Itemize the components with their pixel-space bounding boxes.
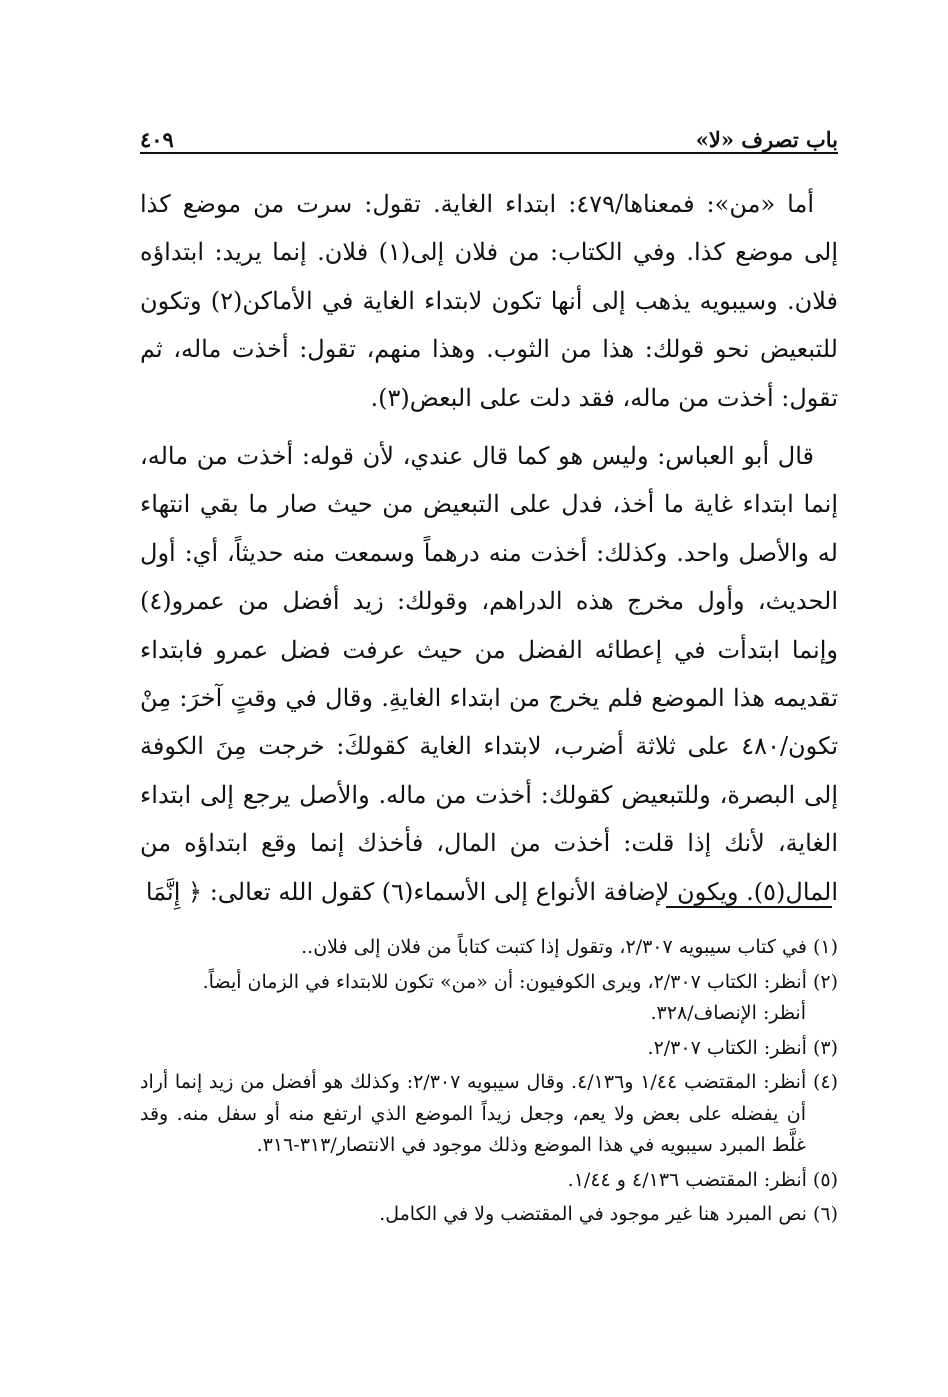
footnote-4: (٤) أنظر: المقتضب ١/٤٤ و٤/١٣٦. وقال سيبويه ٢/٣٠٧: وكذلك هو أفضل من زيد إنما أراد أن يفضله على بعض ولا يعم، وجعل زيداً الموضع الذي ارتفع منه أو سفل منه. وقد غلَّط المبرد سيبويه في هذا الموضع وذلك موجود في الانتصار/٣١٣-٣١٦. <box>140 1071 839 1156</box>
header-rule <box>140 152 838 154</box>
paragraph-2: قال أبو العباس: وليس هو كما قال عندي، لأن قوله: أخذت من ماله، إنما ابتداء غاية ما أخذ، فدل على التبعيض من حيث صار ما بقي انتهاء له والأصل واحد. وكذلك: أخذت منه درهماً وسمعت منه حديثاً، أي: أول الحديث، وأول مخرج هذه الدراهم، وقولك: زيد أفضل من عمرو(٤) وإنما ابتدأت في إعطائه الفضل من حيث عرفت فضل عمرو فابتداء تقديمه هذا الموضع فلم يخرج من ابتداء الغايةِ. وقال في وقتٍ آخرَ: مِنْ تكون/٤٨٠ على ثلاثة أضرب، لابتداء الغاية كقولكَ: خرجت مِنَ الكوفة إلى البصرة، وللتبعيض كقولك: أخذت من ماله. والأصل يرجع إلى ابتداء الغاية، لأنك إذا قلت: أخذت من المال، فأخذك إنما وقع ابتداؤه من المال(٥). ويكون لإضافة الأنواع إلى الأسماء(٦) كقول الله تعالى: ﴿ إِنَّمَا <box>140 442 838 906</box>
footnote-2: (٢) أنظر: الكتاب ٢/٣٠٧، ويرى الكوفيون: أن «من» تكون للابتداء في الزمان أيضاً. أنظر: الإنصاف/٣٢٨. <box>140 967 838 1030</box>
chapter-title: باب تصرف «لا» <box>695 127 838 152</box>
footnote-6: (٦) نص المبرد هنا غير موجود في المقتضب ولا في الكامل. <box>379 1203 838 1225</box>
footnote-3: (٣) أنظر: الكتاب ٢/٣٠٧. <box>647 1036 838 1059</box>
main-text <box>140 180 838 916</box>
footnotes <box>140 932 838 1234</box>
footnote-2-continuation: أنظر: الإنصاف/٣٢٨. <box>650 1002 806 1024</box>
footnote-5: (٥) أنظر: المقتضب ٤/١٣٦ و ١/٤٤. <box>567 1168 838 1191</box>
footnote-1: (١) في كتاب سيبويه ٢/٣٠٧، وتقول إذا كتبت كتاباً من فلان إلى فلان.. <box>301 936 838 958</box>
paragraph-1: أما «من»: فمعناها/٤٧٩: ابتداء الغاية. تقول: سرت من موضع كذا إلى موضع كذا. وفي الكتاب: من فلان إلى(١) فلان. إنما يريد: ابتداؤه فلان. وسيبويه يذهب إلى أنها تكون لابتداء الغاية في الأماكن(٢) وتكون للتبعيض نحو قولك: هذا من الثوب. وهذا منهم، تقول: أخذت ماله، ثم تقول: أخذت من ماله، فقد دلت على البعض(٣). <box>140 190 838 412</box>
page-number: ٤٠٩ <box>140 127 174 152</box>
footnote-separator <box>666 906 832 908</box>
running-header <box>140 118 838 152</box>
